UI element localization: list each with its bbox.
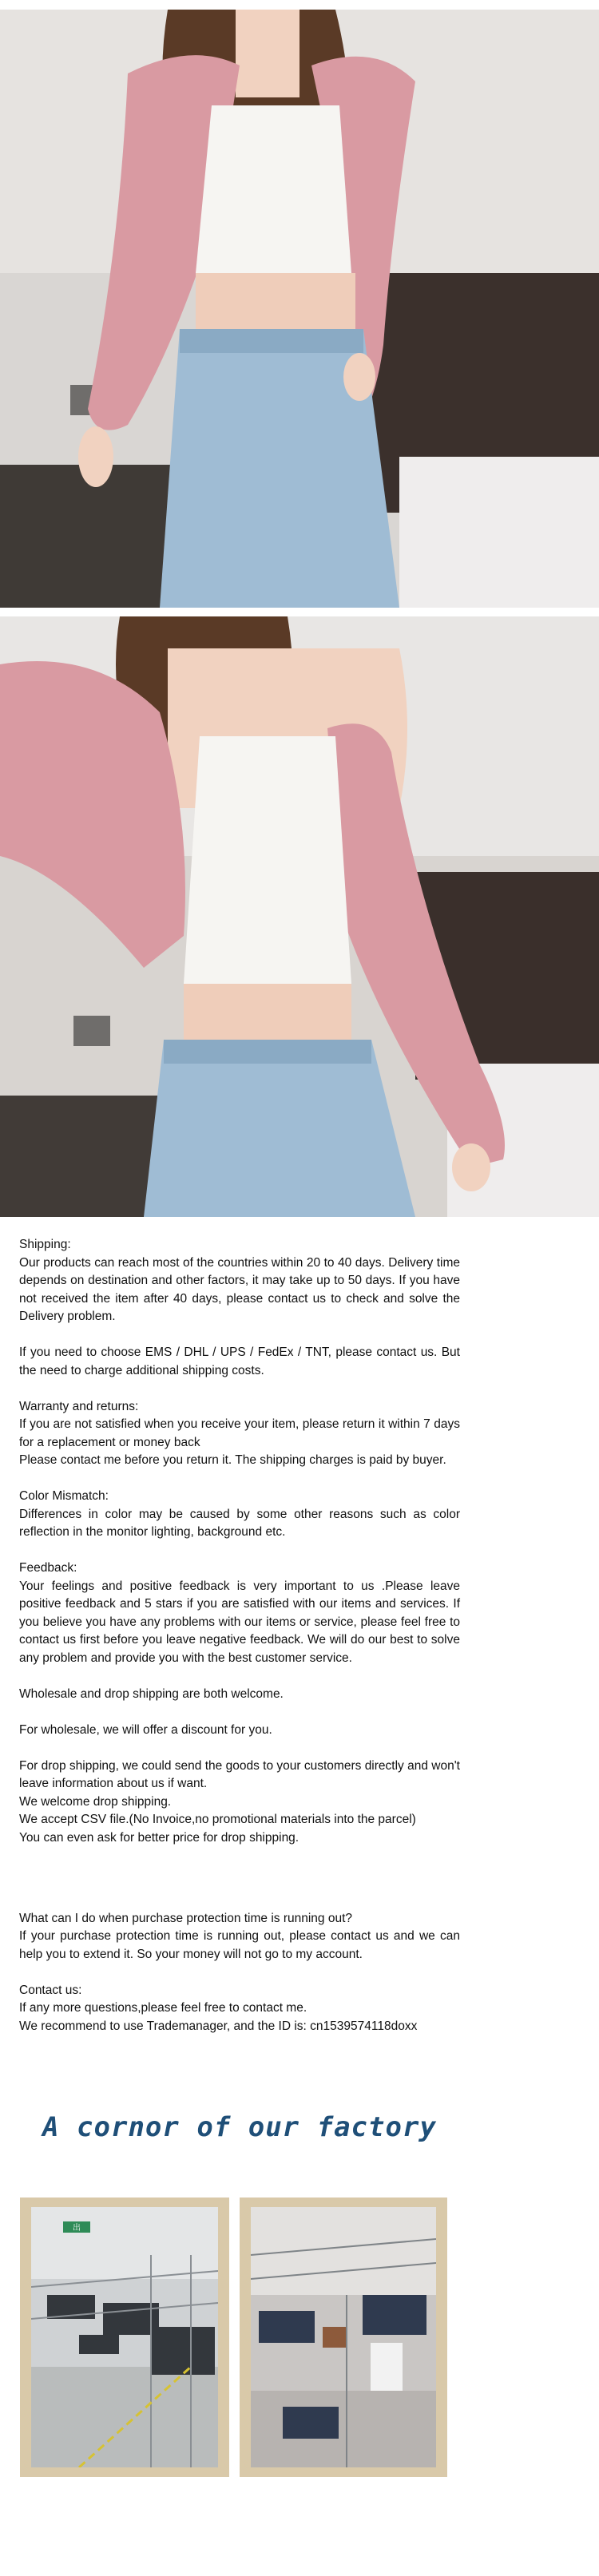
- feedback-text: Your feelings and positive feedback is very important to us .Please leave positive feedback and 5 stars if you are satisfied with our items and services. If you believe you have any problems with our items or service, please feel free to contact us first before you leave negative feedback. We will do our best to solve any problem and provide you with the best customer service.: [19, 1579, 460, 1665]
- shipping-text: Our products can reach most of the countries within 20 to 40 days. Delivery time depends on destination and other factors, it may take up to 50 days. If you have not received the item after 40 days, please contact us to check and solve the Delivery problem.: [19, 1255, 460, 1323]
- warranty-text-2: Please contact me before you return it. The shipping charges is paid by buyer.: [19, 1453, 446, 1467]
- drop-shipping-text: For drop shipping, we could send the goods to your customers directly and won't leave information about us if want.: [19, 1758, 460, 1790]
- exit-sign-text: 出: [73, 2224, 81, 2233]
- express-shipping-text: If you need to choose EMS / DHL / UPS / FedEx / TNT, please contact us. But the need to charge additional shipping costs.: [19, 1345, 460, 1377]
- csv-file-text: We accept CSV file.(No Invoice,no promotional materials into the parcel): [19, 1813, 416, 1826]
- factory-photo-workshop: [240, 2198, 447, 2477]
- factory-title: A cornor of our factory: [42, 2111, 437, 2143]
- color-mismatch-heading: Color Mismatch:: [19, 1489, 109, 1503]
- contact-heading: Contact us:: [19, 1983, 82, 1997]
- feedback-heading: Feedback:: [19, 1561, 77, 1575]
- warranty-heading: Warranty and returns:: [19, 1399, 139, 1413]
- factory-photo-workshop-illustration: [251, 2207, 436, 2467]
- contact-id: We recommend to use Trademanager, and the ID is: cn1539574118doxx: [19, 2019, 418, 2033]
- contact-text: If any more questions,please feel free to contact me.: [19, 2001, 307, 2015]
- color-mismatch-text: Differences in color may be caused by some other reasons such as color reflection in the monitor lighting, background etc.: [19, 1507, 460, 1539]
- protection-answer: If your purchase protection time is running out, please contact us and we can help you to extend it. So your money will not go to my account.: [19, 1929, 460, 1961]
- protection-question: What can I do when purchase protection time is running out?: [19, 1911, 353, 1925]
- drop-shipping-welcome: We welcome drop shipping.: [19, 1794, 172, 1809]
- store-policy-info: [19, 1236, 460, 2035]
- factory-photo-warehouse: [20, 2198, 229, 2477]
- product-photo-worn-off-shoulder: [0, 616, 599, 1217]
- better-price-text: You can even ask for better price for drop shipping.: [19, 1830, 300, 1845]
- product-photo-worn-off-shoulder-illustration: [0, 616, 599, 1217]
- wholesale-discount: For wholesale, we will offer a discount for you.: [19, 1722, 272, 1737]
- wholesale-welcome: Wholesale and drop shipping are both welcome.: [19, 1686, 284, 1701]
- product-photo-front-illustration: [0, 10, 599, 608]
- shipping-heading: Shipping:: [19, 1238, 71, 1251]
- product-photo-front: [0, 10, 599, 608]
- factory-photo-warehouse-illustration: [31, 2207, 218, 2467]
- warranty-text: If you are not satisfied when you receive your item, please return it within 7 days for a replacement or money back: [19, 1417, 460, 1449]
